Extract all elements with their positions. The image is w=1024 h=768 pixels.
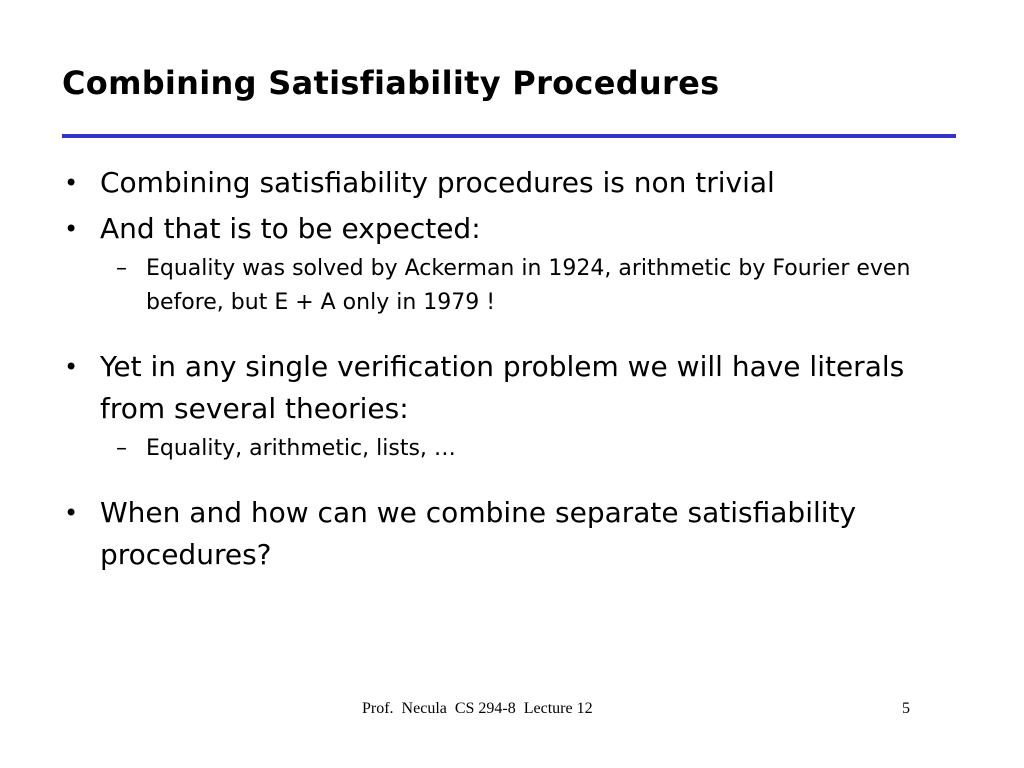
bullet-dot-icon: • <box>64 353 79 381</box>
bullet-text: And that is to be expected: <box>100 212 481 245</box>
sub-bullet-text: Equality was solved by Ackerman in 1924, arithmetic by Fourier even before, but E + A only in 1979 ! <box>146 256 911 315</box>
dash-icon: – <box>116 436 127 461</box>
bullet-dot-icon: • <box>64 499 79 527</box>
dash-icon: – <box>116 256 127 281</box>
title-underline <box>62 134 956 138</box>
bullet-text: Combining satisfiability procedures is non trivial <box>100 166 775 199</box>
bullet-text: Yet in any single verification problem we will have literals from several theories: <box>100 350 905 425</box>
page-number: 5 <box>902 700 910 717</box>
bullet-item <box>62 346 962 430</box>
footer-course-label: Prof. Necula CS 294-8 Lecture 12 <box>362 700 593 717</box>
sub-bullet-item <box>62 432 962 466</box>
bullet-item <box>62 162 962 204</box>
bullet-dot-icon: • <box>64 215 79 243</box>
sub-bullet-text: Equality, arithmetic, lists, … <box>146 436 456 461</box>
slide-content <box>62 162 962 576</box>
sub-bullet-item <box>62 252 962 320</box>
bullet-text: When and how can we combine separate satisfiability procedures? <box>100 496 857 571</box>
bullet-item <box>62 492 962 576</box>
bullet-dot-icon: • <box>64 169 79 197</box>
slide-title: Combining Satisfiability Procedures <box>62 64 720 102</box>
bullet-item <box>62 208 962 250</box>
